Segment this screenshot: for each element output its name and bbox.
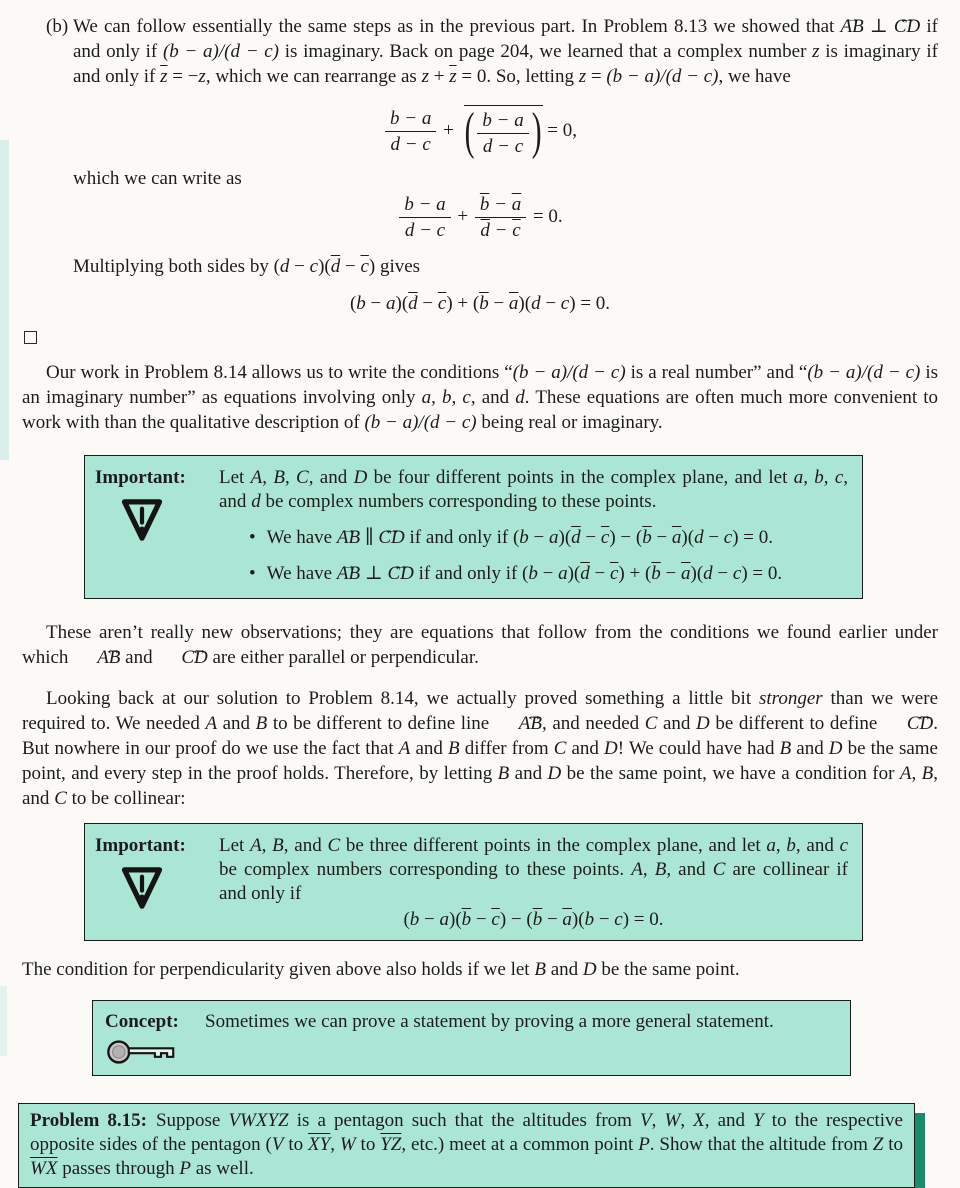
problem-paragraph [30,1109,903,1181]
important-label: Important: [95,467,186,488]
concept-label: Concept: [105,1011,179,1032]
problem-box [18,1103,915,1188]
important-box-1 [84,455,863,599]
key-icon [105,1037,177,1067]
paragraph-looking-back: Looking back at our solution to Problem 8.14, we actually proved something a little bit stronger than we were required to. We needed A and B to be different to define line AB ↔, and needed C and D be different to define CD ↔. But nowhere in our proof do we use the fact that A and B differ from C and D! We could have had B and D be the same point, and every step in the proof holds. Therefore, by letting B and D be the same point, we have a condition for A, B, and C to be collinear: [22,686,938,811]
warning-icon [117,494,167,546]
paragraph-observations: These aren’t really new observations; they are equations that follow from the conditions we found earlier under which AB ↔ and CD ↔ are either parallel or perpendicular. [22,620,938,670]
warning-icon [117,862,167,914]
display-equation-1: $\frac{b - a}{d - c}$ + ( $\frac{b - a}{d - c}$ ) = 0, [22,105,938,158]
important-box-1-header [95,466,219,586]
display-equation-2: $\frac{b - a}{d - c}$ + $\frac{\overline{b} - \overline{a}}{\overline{d} - \overline{c}}$ = 0. [22,193,938,242]
important-2-intro: Let A, B, and C be three different points in the complex plane, and let a, b, and c be complex numbers corresponding to these points. A, B, and C are collinear if and only if [219,835,849,904]
bullet-text: • We have AB ↔ ∥ CD ↔ if and only if $(b - a)(\overline{d} - \overline{c}) - (\overline{b} - \overline{a})(d - c) = 0$. [267,526,773,550]
problem-label: Problem 8.15: [30,1110,147,1131]
important-box-2-header [95,834,219,932]
part-b-item [46,14,938,89]
qed-square [24,331,37,344]
important-box-2 [84,823,863,941]
important-label: Important: [95,835,186,856]
paragraph-conditions: Our work in Problem 8.14 allows us to write the conditions “(b − a)/(d − c) is a real number” and “(b − a)/(d − c) is an imaginary number” as equations involving only a, b, c, and d. These equations are often much more convenient to work with than the qualitative description of (b − a)/(d − c) being real or imaginary. [22,362,939,433]
display-equation-3: $(b - a)(\overline{d} - \overline{c}) + (\overline{b} - \overline{a})(d - c) = 0$. [349,293,611,314]
line-which-we-write: which we can write as [73,168,242,189]
important-1-intro: Let A, B, C, and D be four different points in the complex plane, and let a, b, c, and d be complex numbers corresponding to these points. [219,467,849,512]
bullet-text: • We have AB ↔ ⊥ CD ↔ if and only if $(b - a)(\overline{d} - \overline{c}) + (\overline{b} - \overline{a})(d - c) = 0$. [267,562,782,586]
concept-text: Sometimes we can prove a statement by proving a more general statement. [205,1011,774,1032]
collinear-equation: $(b - a)(\overline{b} - \overline{c}) - (\overline{b} - \overline{a})(b - c) = 0$. [403,909,664,930]
important-box-2-content [219,834,848,932]
paragraph-perpendicularity-note: The condition for perpendicularity given above also holds if we let B and D be the same point. [22,959,740,980]
bullet-perpendicular-condition [249,562,848,586]
concept-box [92,1000,851,1076]
part-b-paragraph: We can follow essentially the same steps as in the previous part. In Problem 8.13 we showed that AB ↔ ⊥ CD ↔ if and only if (b − a)/(d − c) is imaginary. Back on page 204, we learned that a complex number z is imaginary if and only if $\overline{z} = -z$, which we can rearrange as $z + \overline{z} = 0$. So, letting z = (b − a)/(d − c), we have [73,14,938,89]
part-b-label: (b) [46,16,69,37]
important-box-1-content [219,466,848,586]
problem-text: Suppose VWXYZ is a pentagon such that the altitudes from V, W, X, and Y to the respective opposite sides of the pentagon (V to $\overline{XY}$, W to $\overline{YZ}$, etc.) meet at a common point P. Show that the altitude from Z to $\overline{WX}$ passes through P as well. [30,1110,904,1179]
line-multiplying: Multiplying both sides by $(d - c)(\overline{d} - \overline{c})$ gives [73,256,421,277]
concept-header [105,1010,205,1067]
bullet-parallel-condition [249,526,848,550]
